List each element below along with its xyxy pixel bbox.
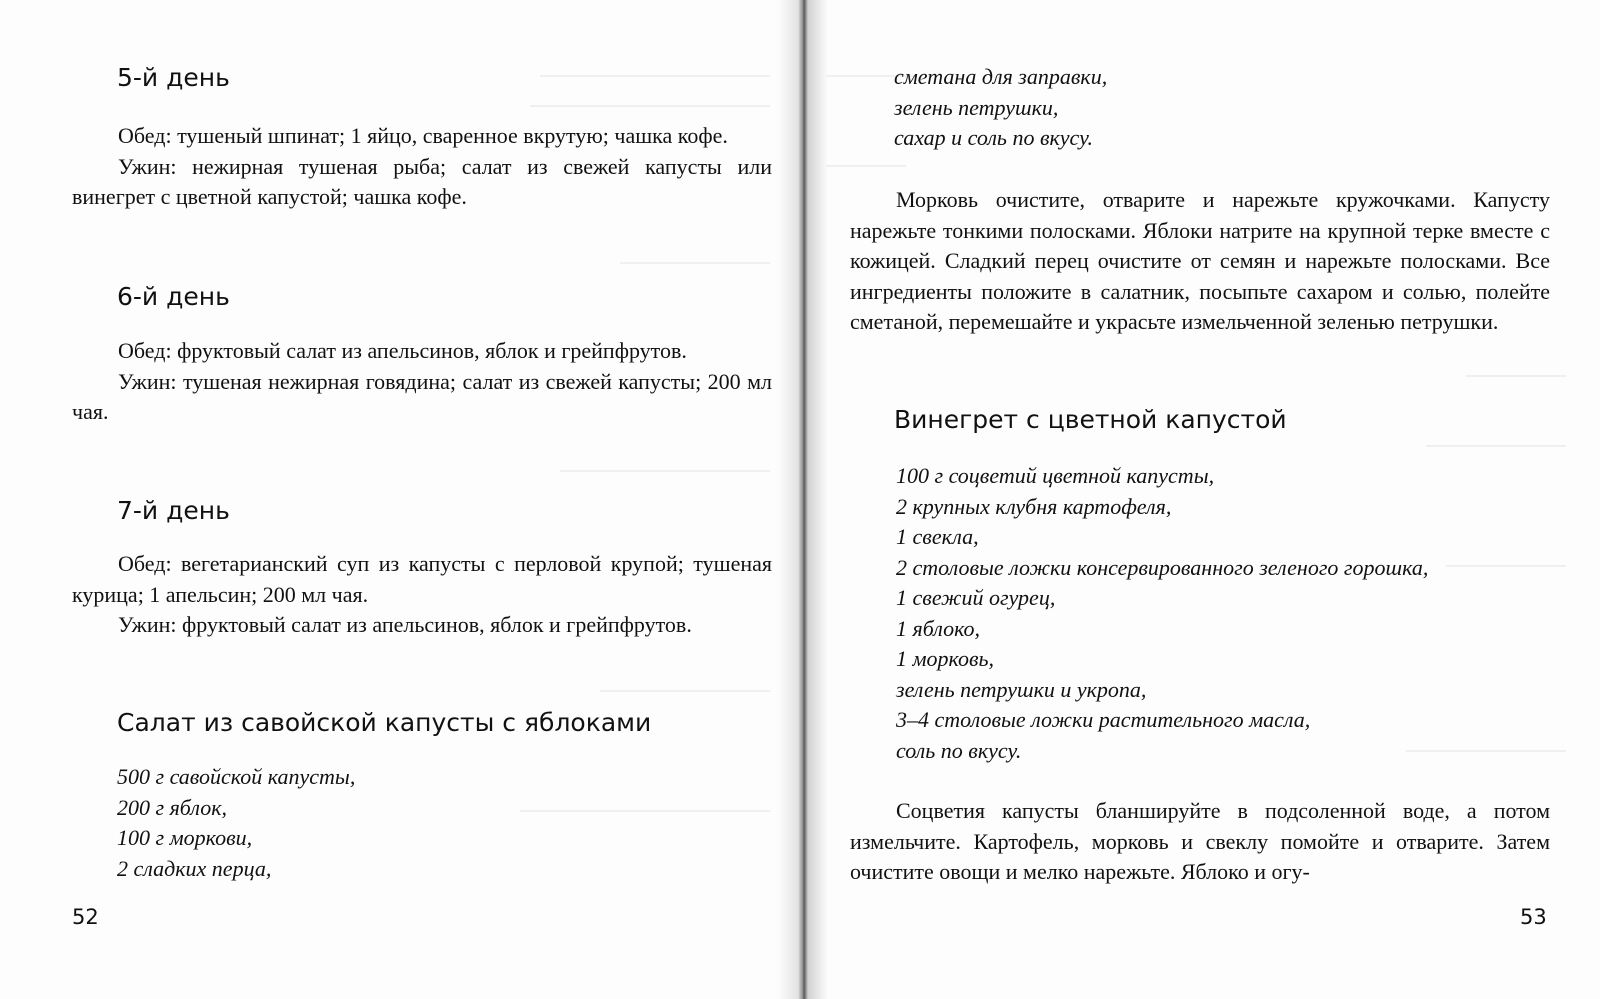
day-5-lunch: Обед: тушеный шпинат; 1 яйцо, сваренное вкрутую; чашка кофе. (118, 123, 728, 148)
day-6-text (72, 336, 772, 428)
ingredient: сметана для заправки, (894, 64, 1108, 89)
day-6-heading: 6-й день (117, 282, 230, 311)
ingredient: 1 свежий огурец, (896, 585, 1056, 610)
vinaigrette-title: Винегрет с цветной капустой (894, 405, 1287, 434)
day-5-dinner: Ужин: нежирная тушеная рыба; салат из свежей капусты или винегрет с цветной капустой; чашка кофе. (72, 153, 772, 209)
vinaigrette-instructions (850, 796, 1550, 888)
day-7-lunch: Обед: вегетарианский суп из капусты с перловой крупой; тушеная курица; 1 апельсин; 200 мл чая. (72, 551, 772, 607)
ingredient: 2 сладких перца, (117, 855, 272, 881)
ingredient: 2 столовые ложки консервированного зеленого горошка, (896, 554, 1429, 580)
ingredient: 100 г моркови, (117, 825, 253, 850)
ingredient: сахар и соль по вкусу. (894, 125, 1094, 150)
ingredient: 200 г яблок, (117, 794, 227, 820)
ingredient: зелень петрушки и укропа, (896, 676, 1147, 702)
day-7-text (72, 549, 772, 641)
ingredient: соль по вкусу. (896, 737, 1022, 763)
day-5-heading: 5-й день (117, 63, 230, 92)
savoy-salad-ingredients (117, 762, 355, 884)
instructions-paragraph: Морковь очистите, отварите и нарежьте кружочками. Капусту нарежьте тонкими полосками. Яблоки натрите на крупной терке вместе с кожицей. Сладкий перец очистите от семян и нарежьте полосками. Все ингредиенты положите в салатник, посыпьте сахаром и солью, полейте сметаной, перемешайте и украсьте измельченной зеленью петрушки. (850, 187, 1550, 334)
day-6-dinner: Ужин: тушеная нежирная говядина; салат из свежей капусты; 200 мл чая. (72, 368, 772, 424)
ingredient: зелень петрушки, (894, 94, 1059, 120)
ingredient: 500 г савойской капусты, (117, 764, 356, 789)
right-page (806, 0, 1600, 999)
ingredient: 3–4 столовые ложки растительного масла, (896, 707, 1311, 732)
savoy-salad-ingredients-continued (894, 62, 1107, 154)
day-5-text (72, 121, 772, 213)
day-6-lunch: Обед: фруктовый салат из апельсинов, яблок и грейпфрутов. (118, 338, 687, 363)
ingredient: 1 яблоко, (896, 615, 981, 641)
book-spine-shadow (778, 0, 828, 999)
instructions-paragraph: Соцветия капусты бланшируйте в подсоленной воде, а потом измельчите. Картофель, морковь и свеклу помойте и отварите. Затем очистите овощи и мелко нарежьте. Яблоко и огу- (850, 798, 1550, 884)
day-7-heading: 7-й день (117, 496, 230, 525)
page-number-left: 52 (72, 905, 99, 929)
ingredient: 1 свекла, (896, 524, 979, 549)
page-number-right: 53 (1520, 905, 1547, 929)
savoy-salad-title: Салат из савойской капусты с яблоками (117, 708, 652, 737)
ingredient: 100 г соцветий цветной капусты, (896, 463, 1215, 488)
savoy-salad-instructions (850, 185, 1550, 338)
ingredient: 1 морковь, (896, 646, 995, 671)
vinaigrette-ingredients (896, 461, 1428, 766)
ingredient: 2 крупных клубня картофеля, (896, 493, 1172, 519)
day-7-dinner: Ужин: фруктовый салат из апельсинов, яблок и грейпфрутов. (118, 612, 692, 637)
